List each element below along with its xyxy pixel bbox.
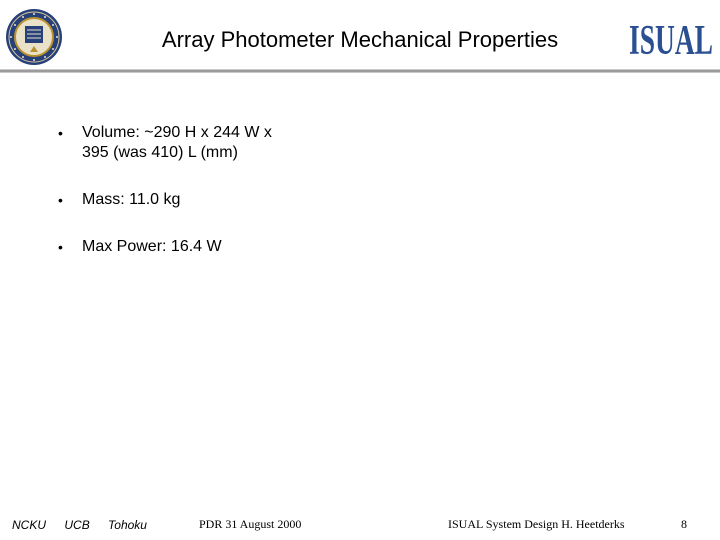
footer-institutions: [12, 518, 162, 532]
institution-ncku: NCKU: [12, 518, 47, 532]
bullet-text-line-2: 395 (was 410) L (mm): [82, 144, 238, 161]
isual-logo: [626, 17, 716, 64]
bullet-marker: •: [58, 239, 63, 255]
university-seal-icon: [5, 8, 63, 66]
bullet-item-volume: [58, 123, 502, 163]
slide-title: Array Photometer Mechanical Properties: [161, 27, 559, 52]
bullet-item-power: [58, 237, 502, 257]
bullet-marker: •: [58, 192, 63, 208]
footer-date: PDR 31 August 2000: [199, 517, 302, 531]
bullet-text: Mass: 11.0 kg: [82, 191, 181, 208]
bullet-text: Max Power: 16.4 W: [82, 238, 222, 255]
bullet-item-mass: [58, 190, 502, 210]
bullet-marker: •: [58, 125, 63, 141]
bullet-text-line-1: Volume: ~290 H x 244 W x: [82, 124, 272, 141]
institution-tohoku: Tohoku: [108, 518, 147, 532]
footer-design-credit: ISUAL System Design H. Heetderks: [448, 517, 625, 531]
institution-ucb: UCB: [64, 518, 90, 532]
page-number: 8: [681, 517, 687, 531]
isual-logo-text: ISUAL: [629, 18, 713, 64]
header-divider: [0, 69, 720, 73]
